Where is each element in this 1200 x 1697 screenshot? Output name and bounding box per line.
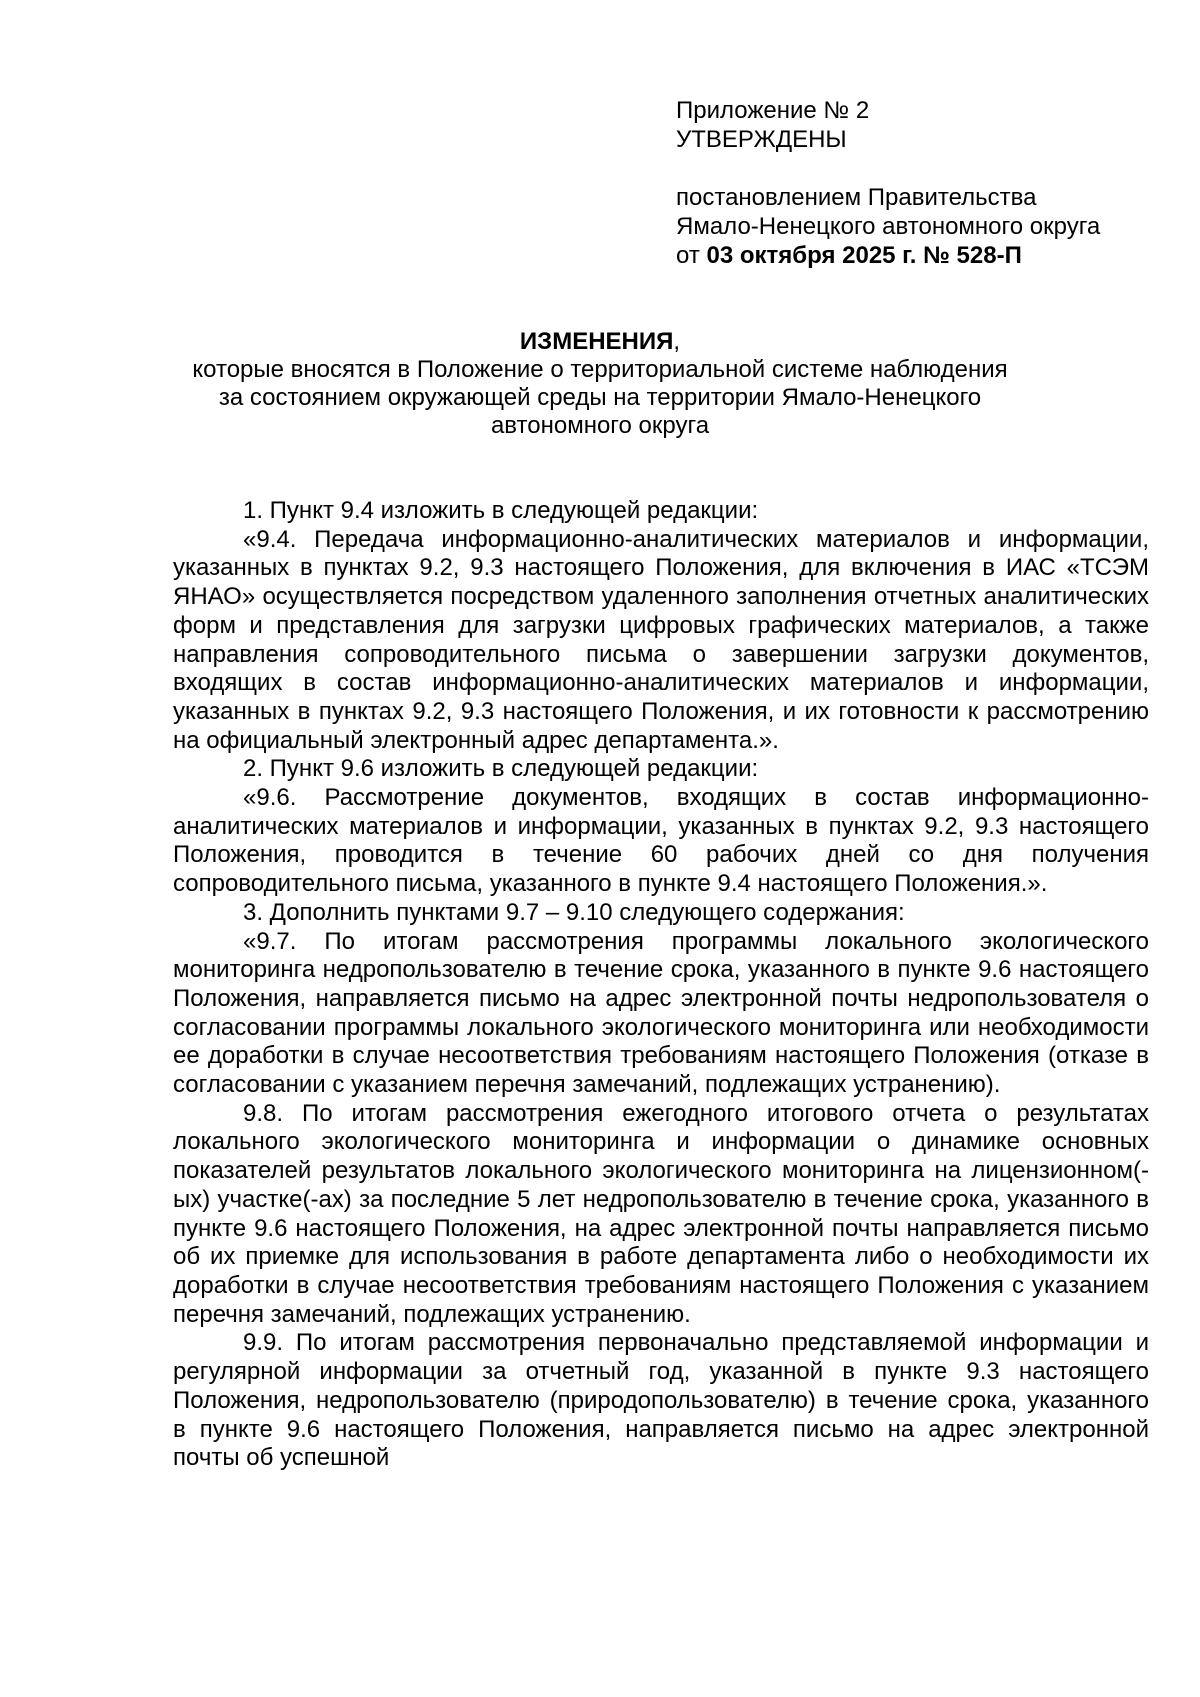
- paragraph-9-8: 9.8. По итогам рассмотрения ежегодного итогового отчета о результатах локального экологического мониторинга и информации о динамике основных показателей результатов локального экологического мониторинга на лицензионном(-ых) участке(-ах) за последние 5 лет недропользователю в течение срока, указанного в пункте 9.6 настоящего Положения, на адрес электронной почты направляется письмо об их приемке для использования в работе департамента либо о необходимости их доработки в случае несоответствия требованиям настоящего Положения с указанием перечня замечаний, подлежащих устранению.: [173, 1099, 1149, 1328]
- title-line-1: которые вносятся в Положение о территориальной системе наблюдения: [192, 356, 1008, 383]
- title-main: ИЗМЕНЕНИЯ: [519, 328, 674, 355]
- appendix-label: Приложение № 2: [676, 97, 870, 124]
- title-line-2: за состоянием окружающей среды на территории Ямало-Ненецкого: [218, 384, 982, 411]
- document-body: [173, 497, 1149, 1473]
- paragraph-9-6: «9.6. Рассмотрение документов, входящих в состав информационно-аналитических материалов и информации, указанных в пунктах 9.2, 9.3 настоящего Положения, проводится в течение 60 рабочих дней со дня получения сопроводительного письма, указанного в пункте 9.4 настоящего Положения.».: [173, 784, 1149, 898]
- document-title: [150, 328, 1050, 440]
- decree-line-1: постановлением Правительства: [676, 184, 1037, 211]
- paragraph-9-7: «9.7. По итогам рассмотрения программы локального экологического мониторинга недропользователю в течение срока, указанного в пункте 9.6 настоящего Положения, направляется письмо на адрес электронной почты недропользователя о согласовании программы локального экологического мониторинга или необходимости ее доработки в случае несоответствия требованиям настоящего Положения (отказе в согласовании с указанием перечня замечаний, подлежащих устранению).: [173, 927, 1149, 1099]
- title-main-suffix: ,: [673, 328, 681, 355]
- paragraph-item-3: 3. Дополнить пунктами 9.7 – 9.10 следующего содержания:: [243, 898, 905, 926]
- title-main-line: [150, 328, 1050, 356]
- decree-prefix: от: [676, 242, 707, 269]
- approved-label: УТВЕРЖДЕНЫ: [676, 126, 847, 153]
- decree-date-number: 03 октября 2025 г. № 528-П: [706, 242, 1022, 269]
- paragraph-9-4: «9.4. Передача информационно-аналитических материалов и информации, указанных в пунктах 9.2, 9.3 настоящего Положения, для включения в ИАС «ТСЭМ ЯНАО» осуществляется посредством удаленного заполнения отчетных аналитических форм и представления для загрузки цифровых графических материалов, а также направления сопроводительного письма о завершении загрузки документов, входящих в состав информационно-аналитических материалов и информации, указанных в пунктах 9.2, 9.3 настоящего Положения, и их готовности к рассмотрению на официальный электронный адрес департамента.».: [173, 525, 1149, 754]
- decree-line-2: Ямало-Ненецкого автономного округа: [676, 213, 1101, 240]
- decree-line-3: [676, 241, 1156, 270]
- approval-header: [676, 96, 1156, 270]
- title-line-3: автономного округа: [490, 412, 710, 439]
- paragraph-9-9: 9.9. По итогам рассмотрения первоначально представляемой информации и регулярной информации за отчетный год, указанной в пункте 9.3 настоящего Положения, недропользователю (природопользователю) в течение срока, указанного в пункте 9.6 настоящего Положения, направляется письмо на адрес электронной почты об успешной: [173, 1329, 1149, 1472]
- header-spacer: [676, 154, 1156, 183]
- paragraph-item-2: 2. Пункт 9.6 изложить в следующей редакции:: [243, 755, 759, 783]
- paragraph-item-1: 1. Пункт 9.4 изложить в следующей редакции:: [243, 497, 759, 524]
